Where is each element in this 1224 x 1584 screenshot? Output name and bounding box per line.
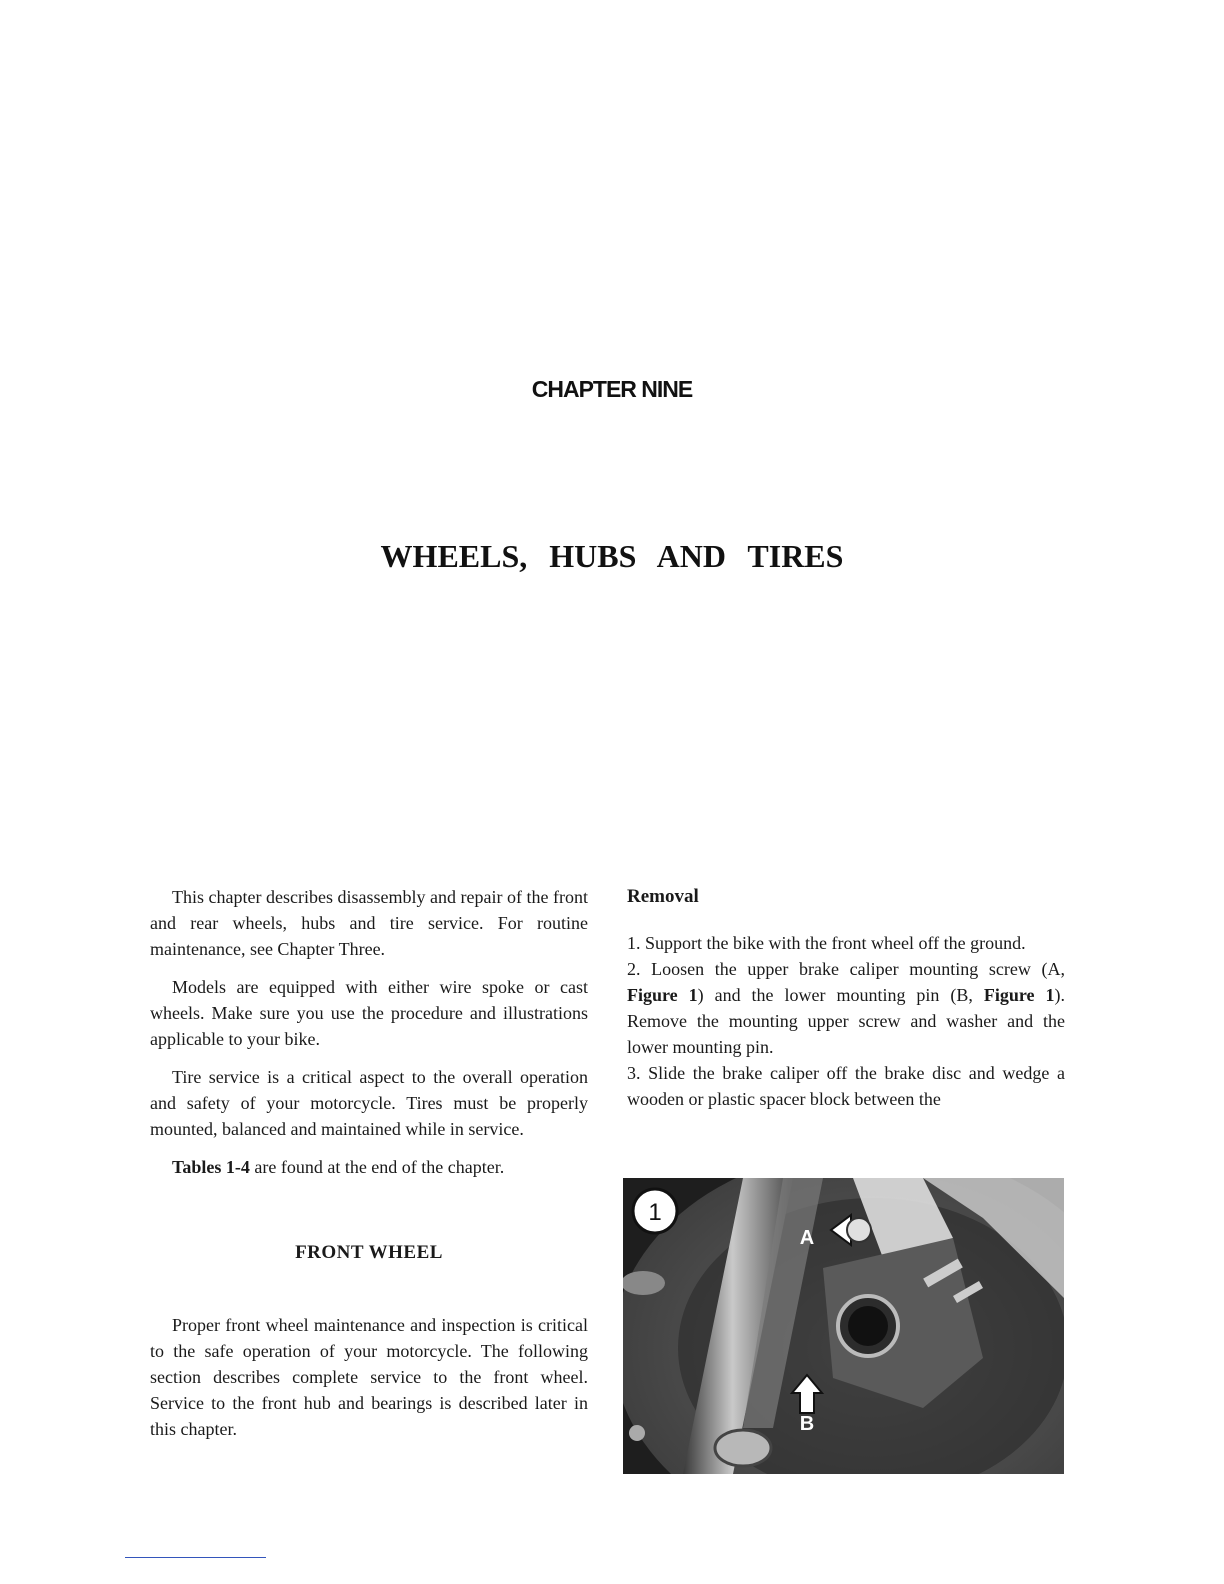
removal-heading: Removal	[627, 886, 699, 907]
tables-note-text: are found at the end of the chapter.	[249, 1157, 505, 1177]
removal-step-2: 2. Loosen the upper brake caliper mounting screw (A, Figure 1) and the lower mounting pin (B, Figure 1). Remove the mounting upper screw and washer and the lower mounting pin.	[627, 959, 1065, 1057]
callout-label-a: A	[799, 1227, 815, 1249]
right-column	[627, 884, 1065, 1112]
footnote-rule	[125, 1557, 266, 1558]
intro-paragraph-3: Tire service is a critical aspect to the overall operation and safety of your motorcycle. Tires must be properly mounted, balanced and maintained while in service.	[150, 1067, 588, 1139]
figure-1-photo	[623, 1178, 1064, 1474]
tables-note	[150, 1154, 588, 1180]
intro-paragraph-1: This chapter describes disassembly and repair of the front and rear wheels, hubs and tire service. For routine maintenance, see Chapter Three.	[150, 887, 588, 959]
figure-ref: Figure 1	[983, 985, 1055, 1005]
front-wheel-paragraph: Proper front wheel maintenance and inspection is critical to the safe operation of your motorcycle. The following section describes complete service to the front wheel. Service to the front hub and bearings is described later in this chapter.	[150, 1315, 588, 1439]
figure-number: 1	[648, 1199, 662, 1226]
callout-label-b: B	[799, 1413, 815, 1435]
front-wheel-heading: FRONT WHEEL	[295, 1242, 443, 1263]
figure-ref: Figure 1	[627, 985, 698, 1005]
intro-paragraph-2: Models are equipped with either wire spoke or cast wheels. Make sure you use the procedure and illustrations applicable to your bike.	[150, 977, 588, 1049]
tables-note-bold: Tables 1-4	[172, 1157, 250, 1177]
removal-step-3: 3. Slide the brake caliper off the brake disc and wedge a wooden or plastic spacer block between the	[627, 1063, 1065, 1109]
brake-caliper-illustration	[623, 1178, 1064, 1474]
chapter-label: CHAPTER NINE	[531, 376, 693, 402]
chapter-title: WHEELS, HUBS AND TIRES	[380, 538, 844, 574]
removal-step-1: 1. Support the bike with the front wheel off the ground.	[627, 933, 1026, 953]
left-column	[150, 884, 588, 1454]
